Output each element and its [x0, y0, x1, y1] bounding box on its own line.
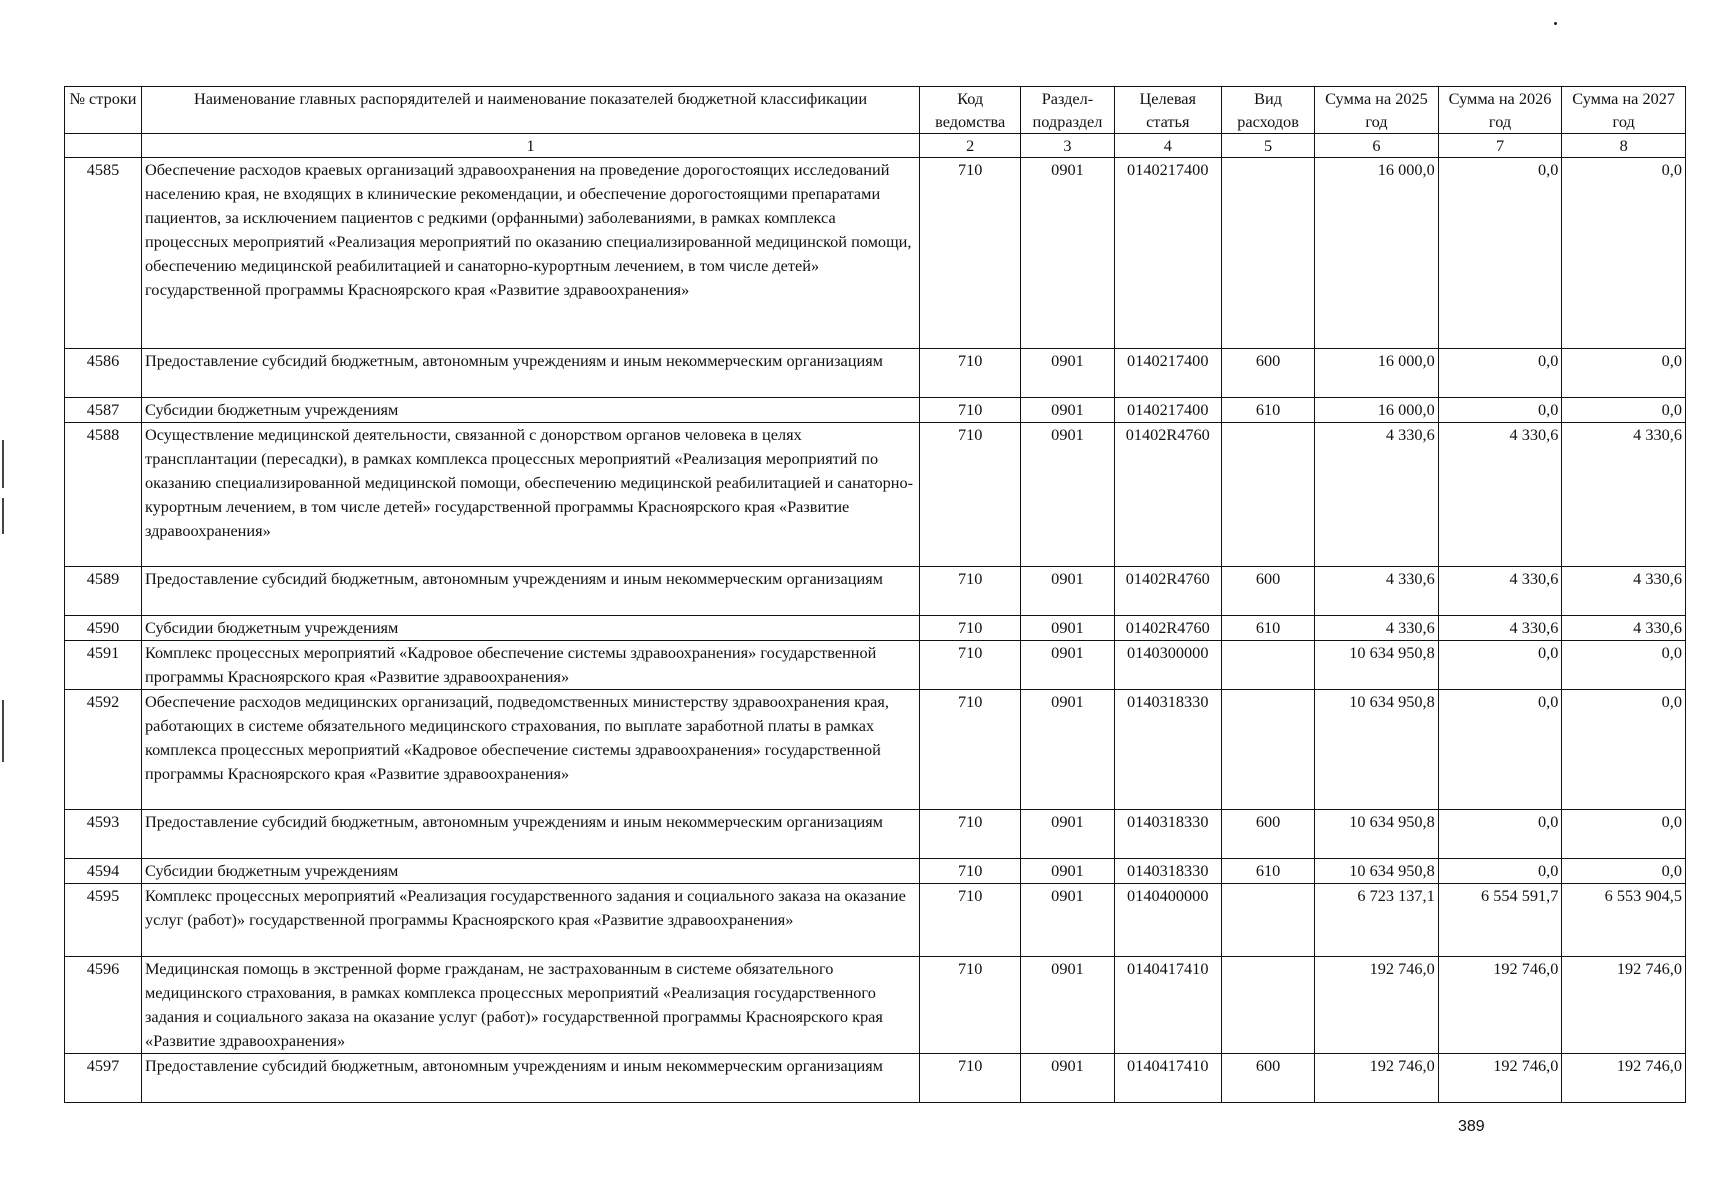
row-sum-2025: 10 634 950,8 — [1315, 810, 1439, 859]
row-sum-2027: 0,0 — [1562, 690, 1686, 810]
row-expense-type: 600 — [1221, 567, 1314, 616]
row-target: 0140400000 — [1114, 884, 1221, 957]
table-row — [65, 957, 1686, 1054]
row-section: 0901 — [1021, 567, 1114, 616]
table-row — [65, 810, 1686, 859]
row-dept-code: 710 — [920, 690, 1021, 810]
table-row — [65, 641, 1686, 690]
row-sum-2025: 10 634 950,8 — [1315, 641, 1439, 690]
row-sum-2027: 6 553 904,5 — [1562, 884, 1686, 957]
table-row — [65, 1054, 1686, 1103]
row-number: 4591 — [65, 641, 142, 690]
column-number-blank — [65, 134, 142, 158]
scan-margin-mark — [2, 498, 4, 534]
row-sum-2026: 6 554 591,7 — [1438, 884, 1562, 957]
row-number: 4594 — [65, 859, 142, 884]
row-number: 4585 — [65, 158, 142, 349]
column-number: 5 — [1221, 134, 1314, 158]
row-number: 4588 — [65, 423, 142, 567]
row-dept-code: 710 — [920, 884, 1021, 957]
row-sum-2026: 4 330,6 — [1438, 423, 1562, 567]
row-number: 4587 — [65, 398, 142, 423]
row-sum-2025: 192 746,0 — [1315, 1054, 1439, 1103]
header-section: Раздел-подраздел — [1021, 87, 1114, 134]
row-sum-2026: 0,0 — [1438, 641, 1562, 690]
row-target: 01402R4760 — [1114, 567, 1221, 616]
header-expense-type: Вид расходов — [1221, 87, 1314, 134]
row-sum-2027: 0,0 — [1562, 158, 1686, 349]
column-number: 2 — [920, 134, 1021, 158]
budget-table — [64, 86, 1686, 1103]
row-section: 0901 — [1021, 884, 1114, 957]
row-number: 4596 — [65, 957, 142, 1054]
row-expense-type — [1221, 884, 1314, 957]
row-sum-2027: 4 330,6 — [1562, 423, 1686, 567]
column-number: 8 — [1562, 134, 1686, 158]
scan-margin-mark — [2, 440, 4, 488]
row-name: Субсидии бюджетным учреждениям — [141, 859, 919, 884]
header-target: Целевая статья — [1114, 87, 1221, 134]
row-sum-2025: 192 746,0 — [1315, 957, 1439, 1054]
header-dept-code: Код ведомства — [920, 87, 1021, 134]
row-sum-2025: 4 330,6 — [1315, 423, 1439, 567]
row-section: 0901 — [1021, 398, 1114, 423]
row-expense-type: 600 — [1221, 1054, 1314, 1103]
row-sum-2025: 4 330,6 — [1315, 616, 1439, 641]
row-sum-2025: 16 000,0 — [1315, 158, 1439, 349]
row-section: 0901 — [1021, 1054, 1114, 1103]
row-expense-type — [1221, 690, 1314, 810]
row-target: 0140217400 — [1114, 349, 1221, 398]
row-sum-2027: 0,0 — [1562, 641, 1686, 690]
row-target: 0140318330 — [1114, 810, 1221, 859]
header-sum-2025: Сумма на 2025 год — [1315, 87, 1439, 134]
column-number: 1 — [141, 134, 919, 158]
row-sum-2027: 0,0 — [1562, 859, 1686, 884]
row-sum-2026: 4 330,6 — [1438, 567, 1562, 616]
row-sum-2027: 192 746,0 — [1562, 957, 1686, 1054]
row-sum-2026: 0,0 — [1438, 158, 1562, 349]
row-sum-2026: 0,0 — [1438, 859, 1562, 884]
row-sum-2026: 0,0 — [1438, 398, 1562, 423]
row-section: 0901 — [1021, 349, 1114, 398]
row-sum-2027: 192 746,0 — [1562, 1054, 1686, 1103]
row-name: Предоставление субсидий бюджетным, автономным учреждениям и иным некоммерческим организациям — [141, 1054, 919, 1103]
row-target: 0140300000 — [1114, 641, 1221, 690]
row-name: Субсидии бюджетным учреждениям — [141, 398, 919, 423]
row-expense-type: 600 — [1221, 349, 1314, 398]
column-number: 6 — [1315, 134, 1439, 158]
row-dept-code: 710 — [920, 641, 1021, 690]
row-name: Предоставление субсидий бюджетным, автономным учреждениям и иным некоммерческим организациям — [141, 567, 919, 616]
row-name: Медицинская помощь в экстренной форме гражданам, не застрахованным в системе обязательного медицинского страхования, в рамках комплекса процессных мероприятий «Реализация государственного задания и социального заказа на оказание услуг (работ)» государственной программы Красноярского края «Развитие здравоохранения» — [141, 957, 919, 1054]
budget-document — [64, 86, 1686, 1103]
row-number: 4595 — [65, 884, 142, 957]
row-sum-2025: 16 000,0 — [1315, 349, 1439, 398]
row-sum-2026: 0,0 — [1438, 810, 1562, 859]
row-sum-2025: 4 330,6 — [1315, 567, 1439, 616]
row-section: 0901 — [1021, 957, 1114, 1054]
header-row — [65, 87, 1686, 134]
table-row — [65, 423, 1686, 567]
row-number: 4590 — [65, 616, 142, 641]
row-expense-type — [1221, 957, 1314, 1054]
row-section: 0901 — [1021, 810, 1114, 859]
row-sum-2027: 4 330,6 — [1562, 567, 1686, 616]
header-sum-2026: Сумма на 2026 год — [1438, 87, 1562, 134]
column-number-row — [65, 134, 1686, 158]
row-sum-2026: 0,0 — [1438, 690, 1562, 810]
row-number: 4597 — [65, 1054, 142, 1103]
row-sum-2027: 4 330,6 — [1562, 616, 1686, 641]
row-number: 4589 — [65, 567, 142, 616]
row-dept-code: 710 — [920, 810, 1021, 859]
row-section: 0901 — [1021, 690, 1114, 810]
row-dept-code: 710 — [920, 1054, 1021, 1103]
row-name: Комплекс процессных мероприятий «Реализация государственного задания и социального заказа на оказание услуг (работ)» государственной программы Красноярского края «Развитие здравоохранения» — [141, 884, 919, 957]
row-sum-2026: 192 746,0 — [1438, 957, 1562, 1054]
row-name: Обеспечение расходов медицинских организаций, подведомственных министерству здравоохранения края, работающих в системе обязательного медицинского страхования, по выплате заработной платы в рамках комплекса процессных мероприятий «Кадровое обеспечение системы здравоохранения» государственной программы Красноярского края «Развитие здравоохранения» — [141, 690, 919, 810]
row-name: Предоставление субсидий бюджетным, автономным учреждениям и иным некоммерческим организациям — [141, 810, 919, 859]
row-section: 0901 — [1021, 423, 1114, 567]
row-dept-code: 710 — [920, 398, 1021, 423]
row-name: Комплекс процессных мероприятий «Кадровое обеспечение системы здравоохранения» государственной программы Красноярского края «Развитие здравоохранения» — [141, 641, 919, 690]
row-dept-code: 710 — [920, 158, 1021, 349]
row-expense-type: 600 — [1221, 810, 1314, 859]
table-row — [65, 884, 1686, 957]
table-row — [65, 616, 1686, 641]
row-expense-type: 610 — [1221, 859, 1314, 884]
row-dept-code: 710 — [920, 957, 1021, 1054]
row-section: 0901 — [1021, 859, 1114, 884]
table-row — [65, 690, 1686, 810]
row-sum-2025: 6 723 137,1 — [1315, 884, 1439, 957]
row-number: 4592 — [65, 690, 142, 810]
row-sum-2025: 10 634 950,8 — [1315, 690, 1439, 810]
row-expense-type: 610 — [1221, 616, 1314, 641]
page-number: 389 — [1458, 1118, 1485, 1135]
row-target: 0140217400 — [1114, 398, 1221, 423]
row-sum-2027: 0,0 — [1562, 398, 1686, 423]
row-sum-2027: 0,0 — [1562, 349, 1686, 398]
table-row — [65, 567, 1686, 616]
row-target: 0140318330 — [1114, 859, 1221, 884]
row-target: 0140417410 — [1114, 1054, 1221, 1103]
row-dept-code: 710 — [920, 859, 1021, 884]
row-sum-2025: 16 000,0 — [1315, 398, 1439, 423]
row-name: Предоставление субсидий бюджетным, автономным учреждениям и иным некоммерческим организациям — [141, 349, 919, 398]
row-name: Субсидии бюджетным учреждениям — [141, 616, 919, 641]
header-row-number: № строки — [65, 87, 142, 134]
row-section: 0901 — [1021, 616, 1114, 641]
row-expense-type — [1221, 423, 1314, 567]
row-number: 4593 — [65, 810, 142, 859]
row-dept-code: 710 — [920, 423, 1021, 567]
column-number: 7 — [1438, 134, 1562, 158]
row-sum-2026: 0,0 — [1438, 349, 1562, 398]
column-number: 4 — [1114, 134, 1221, 158]
row-number: 4586 — [65, 349, 142, 398]
row-sum-2027: 0,0 — [1562, 810, 1686, 859]
row-expense-type — [1221, 158, 1314, 349]
row-target: 01402R4760 — [1114, 423, 1221, 567]
row-expense-type — [1221, 641, 1314, 690]
table-row — [65, 859, 1686, 884]
row-sum-2026: 4 330,6 — [1438, 616, 1562, 641]
row-target: 01402R4760 — [1114, 616, 1221, 641]
column-number: 3 — [1021, 134, 1114, 158]
row-dept-code: 710 — [920, 616, 1021, 641]
table-row — [65, 158, 1686, 349]
scan-margin-mark — [2, 700, 4, 762]
scan-speck — [1554, 22, 1557, 25]
row-dept-code: 710 — [920, 567, 1021, 616]
row-target: 0140417410 — [1114, 957, 1221, 1054]
header-name: Наименование главных распорядителей и наименование показателей бюджетной классификации — [141, 87, 919, 134]
row-section: 0901 — [1021, 158, 1114, 349]
header-sum-2027: Сумма на 2027 год — [1562, 87, 1686, 134]
row-target: 0140318330 — [1114, 690, 1221, 810]
row-dept-code: 710 — [920, 349, 1021, 398]
row-target: 0140217400 — [1114, 158, 1221, 349]
row-sum-2026: 192 746,0 — [1438, 1054, 1562, 1103]
row-sum-2025: 10 634 950,8 — [1315, 859, 1439, 884]
table-row — [65, 349, 1686, 398]
row-section: 0901 — [1021, 641, 1114, 690]
row-name: Осуществление медицинской деятельности, связанной с донорством органов человека в целях трансплантации (пересадки), в рамках комплекса процессных мероприятий «Реализация мероприятий по оказанию специализированной медицинской помощи, обеспечению медицинской реабилитацией и санаторно-курортным лечением, в том числе детей» государственной программы Красноярского края «Развитие здравоохранения» — [141, 423, 919, 567]
row-expense-type: 610 — [1221, 398, 1314, 423]
row-name: Обеспечение расходов краевых организаций здравоохранения на проведение дорогостоящих исследований населению края, не входящих в клинические рекомендации, и обеспечение дорогостоящими препаратами пациентов, за исключением пациентов с редкими (орфанными) заболеваниями, в рамках комплекса процессных мероприятий «Реализация мероприятий по оказанию специализированной медицинской помощи, обеспечению медицинской реабилитацией и санаторно-курортным лечением, в том числе детей» государственной программы Красноярского края «Развитие здравоохранения» — [141, 158, 919, 349]
table-row — [65, 398, 1686, 423]
